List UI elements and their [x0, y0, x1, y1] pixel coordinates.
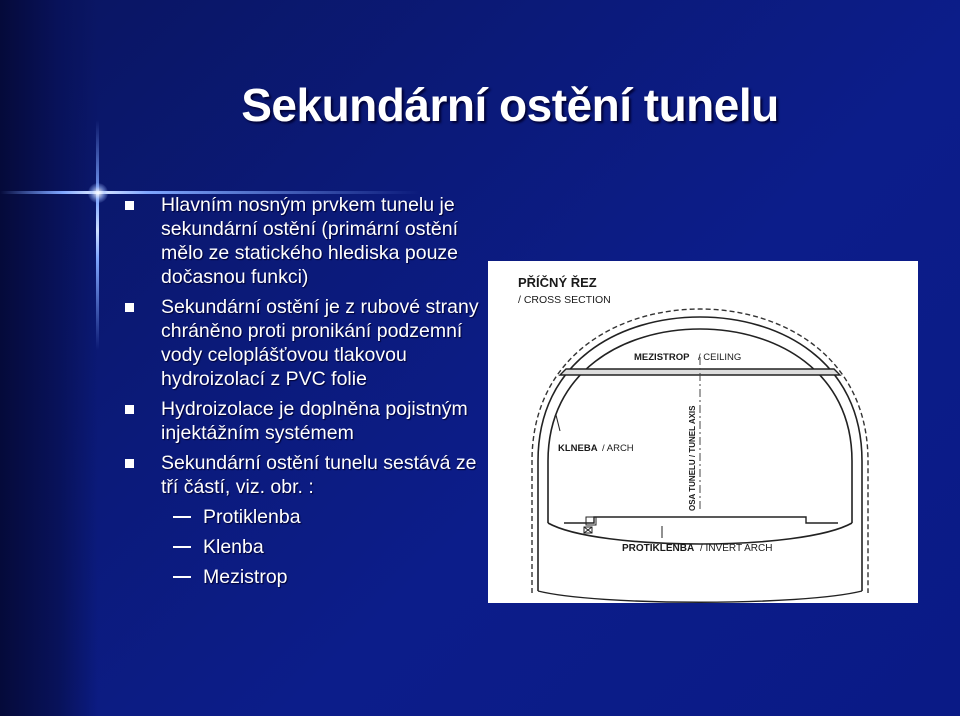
slide-title: Sekundární ostění tunelu [241, 79, 779, 131]
dash-icon [173, 516, 191, 518]
bullet-square-icon [125, 405, 134, 414]
dash-icon [173, 576, 191, 578]
tunnel-cross-section-figure [488, 261, 918, 603]
light-flare-vertical [96, 120, 99, 350]
light-flare-center [88, 183, 108, 203]
arch-label: KLNEBA [558, 443, 598, 454]
bullet-square-icon [125, 201, 134, 210]
invert-arch-line [548, 523, 852, 544]
invert-label-en: / INVERT ARCH [700, 543, 773, 554]
cross-section-drawing [488, 261, 918, 603]
bullet-square-icon [125, 303, 134, 312]
bullet-list [125, 193, 495, 595]
sub-bullet-text: Klenba [203, 536, 264, 558]
left-decor-band [0, 0, 98, 716]
bullet-square-icon [125, 459, 134, 468]
bullet-text: Hydroizolace je doplněna pojistným injektážním systémem [161, 398, 468, 444]
dash-icon [173, 546, 191, 548]
invert-outer-line [538, 591, 862, 602]
ceiling-label-en: / CEILING [698, 352, 742, 363]
sub-bullet-text: Protiklenba [203, 506, 301, 528]
figure-heading-en: / CROSS SECTION [518, 294, 611, 306]
arch-arrow [556, 415, 560, 431]
bullet-text: Hlavním nosným prvkem tunelu je sekundární ostění (primární ostění mělo ze statického hlediska pouze dočasnou funkci) [161, 194, 459, 288]
bullet-item [125, 397, 495, 445]
arch-label-en: / ARCH [602, 443, 634, 454]
bullet-item [125, 295, 495, 391]
bullet-item [125, 193, 495, 289]
bullet-text: Sekundární ostění je z rubové strany chráněno proti pronikání podzemní vody celoplášťovou tlakovou hydroizolací z PVC folie [161, 296, 479, 390]
axis-label: OSA TUNELU / TUNEL AXIS [688, 405, 697, 511]
ceiling-label: MEZISTROP [634, 352, 690, 363]
sub-bullet-item [125, 535, 495, 559]
invert-label: PROTIKLENBA [622, 543, 695, 554]
sub-bullet-item [125, 505, 495, 529]
bullet-text: Sekundární ostění tunelu sestává ze tří částí, viz. obr. : [161, 452, 477, 498]
sub-bullet-text: Mezistrop [203, 566, 288, 588]
road-deck-line [564, 517, 838, 523]
sub-bullet-item [125, 565, 495, 589]
figure-heading: PŘÍČNÝ ŘEZ [518, 275, 597, 290]
bullet-item [125, 451, 495, 499]
